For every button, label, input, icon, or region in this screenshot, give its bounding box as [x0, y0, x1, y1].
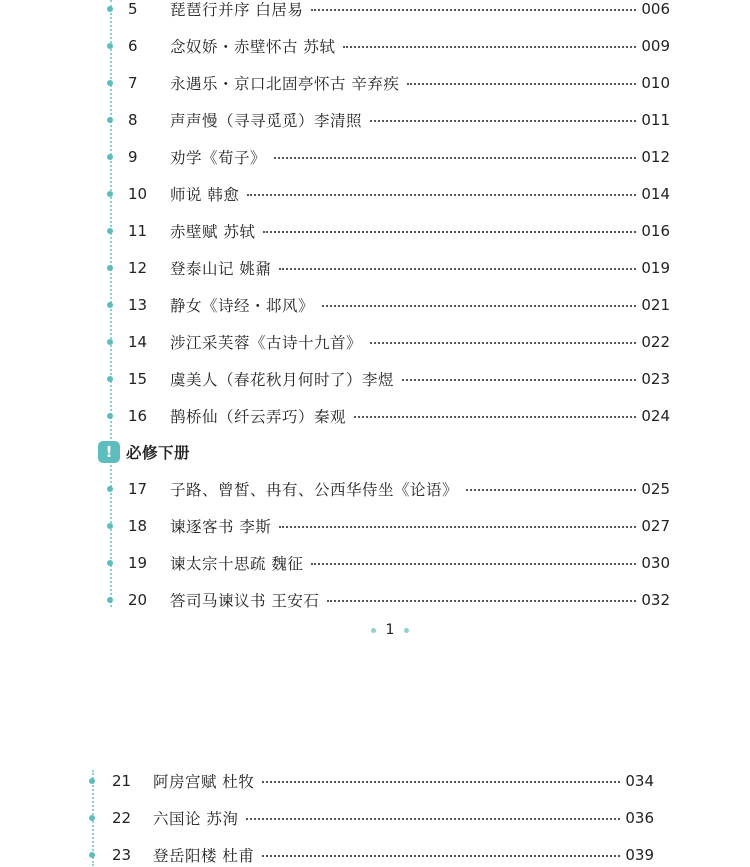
toc-entry[interactable]	[0, 182, 750, 206]
toc-entry-number: 20	[128, 591, 148, 609]
page-dot-left	[371, 628, 376, 633]
toc-entry-page: 034	[625, 772, 654, 790]
timeline-dot-icon	[107, 191, 113, 197]
page-dot-right	[404, 628, 409, 633]
page-number	[360, 620, 420, 640]
toc-entry-title: 六国论 苏洵	[153, 810, 239, 828]
toc-entry-title: 静女《诗经・邶风》	[170, 297, 315, 315]
toc-entry-page: 032	[641, 591, 670, 609]
toc-entry-page: 014	[641, 185, 670, 203]
toc-entry-title: 念奴娇・赤壁怀古 苏轼	[170, 38, 336, 56]
toc-entry-number: 15	[128, 370, 148, 388]
timeline-dot-icon	[107, 154, 113, 160]
section-title: 必修下册	[126, 444, 191, 462]
toc-entry-number: 22	[112, 809, 132, 827]
toc-entry-leader	[247, 194, 636, 196]
toc-entry[interactable]	[0, 769, 750, 793]
toc-entry-title: 赤壁赋 苏轼	[170, 223, 256, 241]
toc-entry-title: 鹊桥仙（纤云弄巧）秦观	[170, 408, 347, 426]
timeline-dot-icon	[107, 413, 113, 419]
toc-entry-leader	[322, 305, 636, 307]
toc-entry-page: 022	[641, 333, 670, 351]
toc-entry-title: 子路、曾皙、冉有、公西华侍坐《论语》	[170, 481, 459, 499]
toc-entry-leader	[327, 600, 636, 602]
toc-entry[interactable]	[0, 588, 750, 612]
toc-entry-title: 劝学《荀子》	[170, 149, 267, 167]
timeline-dot-icon	[107, 228, 113, 234]
toc-entry-leader	[343, 46, 636, 48]
toc-entry-page: 030	[641, 554, 670, 572]
timeline-dot-icon	[89, 815, 95, 821]
toc-entry-page: 036	[625, 809, 654, 827]
toc-entry-leader	[407, 83, 636, 85]
toc-entry-leader	[262, 781, 620, 783]
toc-entry-title: 谏逐客书 李斯	[170, 518, 272, 536]
toc-entry[interactable]	[0, 219, 750, 243]
toc-entry-title: 登岳阳楼 杜甫	[153, 847, 255, 865]
toc-entry-title: 登泰山记 姚鼐	[170, 260, 272, 278]
toc-entry-page: 025	[641, 480, 670, 498]
page-number-text: 1	[385, 622, 395, 638]
toc-entry-page: 011	[641, 111, 670, 129]
toc-entry-leader	[279, 268, 636, 270]
timeline-dot-icon	[107, 597, 113, 603]
toc-entry[interactable]	[0, 806, 750, 830]
toc-entry-leader	[279, 526, 636, 528]
toc-entry-number: 16	[128, 407, 148, 425]
exclamation-icon: !	[98, 441, 120, 463]
toc-entry-title: 声声慢（寻寻觅觅）李清照	[170, 112, 363, 130]
toc-entry-title: 答司马谏议书 王安石	[170, 592, 320, 610]
toc-entry-page: 023	[641, 370, 670, 388]
toc-entry-number: 5	[128, 0, 138, 18]
toc-entry[interactable]	[0, 367, 750, 391]
timeline-dot-icon	[107, 560, 113, 566]
toc-entry-number: 6	[128, 37, 138, 55]
toc-entry-title: 永遇乐・京口北固亭怀古 辛弃疾	[170, 75, 400, 93]
toc-entry-number: 19	[128, 554, 148, 572]
toc-entry-number: 9	[128, 148, 138, 166]
toc-entry-page: 012	[641, 148, 670, 166]
toc-entry-number: 10	[128, 185, 148, 203]
timeline-dot-icon	[107, 80, 113, 86]
toc-entry[interactable]	[0, 145, 750, 169]
toc-entry-title: 琵琶行并序 白居易	[170, 1, 304, 19]
toc-entry-leader	[354, 416, 636, 418]
toc-entry-page: 006	[641, 0, 670, 18]
toc-entry[interactable]	[0, 108, 750, 132]
toc-entry-page: 010	[641, 74, 670, 92]
toc-entry[interactable]	[0, 34, 750, 58]
toc-entry[interactable]	[0, 477, 750, 501]
toc-entry-leader	[402, 379, 636, 381]
toc-entry-page: 039	[625, 846, 654, 864]
timeline-dot-icon	[89, 852, 95, 858]
toc-entry-number: 8	[128, 111, 138, 129]
toc-entry-title: 虞美人（春花秋月何时了）李煜	[170, 371, 395, 389]
timeline-dot-icon	[107, 117, 113, 123]
toc-entry-leader	[370, 120, 636, 122]
toc-entry-title: 师说 韩愈	[170, 186, 240, 204]
toc-entry-number: 18	[128, 517, 148, 535]
toc-entry-page: 021	[641, 296, 670, 314]
toc-entry-page: 016	[641, 222, 670, 240]
timeline-dot-icon	[107, 376, 113, 382]
toc-entry-page: 019	[641, 259, 670, 277]
toc-entry-number: 23	[112, 846, 132, 864]
timeline-dot-icon	[107, 302, 113, 308]
timeline-dot-icon	[107, 523, 113, 529]
toc-entry-page: 009	[641, 37, 670, 55]
toc-entry[interactable]	[0, 843, 750, 867]
toc-entry[interactable]	[0, 0, 750, 21]
toc-entry-title: 谏太宗十思疏 魏征	[170, 555, 304, 573]
timeline-dot-icon	[107, 486, 113, 492]
toc-entry[interactable]	[0, 293, 750, 317]
toc-entry-number: 13	[128, 296, 148, 314]
toc-entry-leader	[466, 489, 636, 491]
toc-entry-page: 027	[641, 517, 670, 535]
toc-entry-leader	[262, 855, 620, 857]
toc-entry-leader	[370, 342, 636, 344]
toc-entry-leader	[311, 9, 636, 11]
toc-entry-leader	[263, 231, 636, 233]
timeline-dot-icon	[107, 339, 113, 345]
toc-entry[interactable]	[0, 256, 750, 280]
toc-entry[interactable]	[0, 330, 750, 354]
toc-entry[interactable]	[0, 404, 750, 428]
timeline-dot-icon	[107, 43, 113, 49]
toc-entry-number: 21	[112, 772, 132, 790]
toc-entry-leader	[311, 563, 636, 565]
toc-entry-number: 12	[128, 259, 148, 277]
toc-entry-number: 11	[128, 222, 148, 240]
timeline-dot-icon	[107, 265, 113, 271]
toc-entry-title: 阿房宫赋 杜牧	[153, 773, 255, 791]
toc-entry-number: 7	[128, 74, 138, 92]
toc-entry-title: 涉江采芙蓉《古诗十九首》	[170, 334, 363, 352]
toc-entry-number: 14	[128, 333, 148, 351]
toc-entry-leader	[246, 818, 620, 820]
toc-entry[interactable]	[0, 71, 750, 95]
toc-entry-number: 17	[128, 480, 148, 498]
toc-entry-page: 024	[641, 407, 670, 425]
section-heading	[98, 440, 190, 464]
toc-entry-leader	[274, 157, 636, 159]
toc-entry[interactable]	[0, 514, 750, 538]
timeline-dot-icon	[107, 6, 113, 12]
toc-entry[interactable]	[0, 551, 750, 575]
timeline-dot-icon	[89, 778, 95, 784]
